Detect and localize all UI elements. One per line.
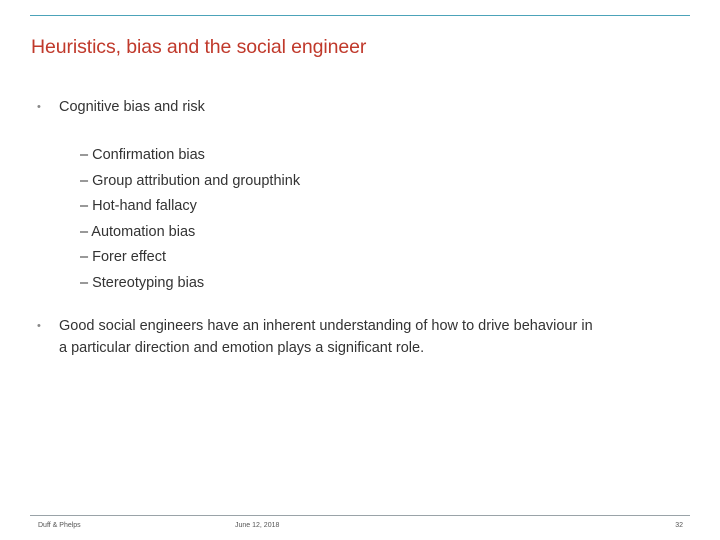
sublist-item-group-attribution: – Group attribution and groupthink xyxy=(80,172,301,189)
header-divider xyxy=(30,15,690,16)
bullet-text: Cognitive bias and risk xyxy=(59,99,205,115)
footer-company: Duff & Phelps xyxy=(38,522,81,529)
footer-divider xyxy=(30,515,690,516)
bullet-social-engineers xyxy=(37,315,597,359)
page-number: 32 xyxy=(675,522,683,529)
slide-title: Heuristics, bias and the social engineer xyxy=(31,36,367,58)
bullet-cognitive-bias xyxy=(37,96,205,118)
bias-sublist xyxy=(80,143,300,297)
footer-date: June 12, 2018 xyxy=(235,522,280,529)
sublist-item-confirmation-bias: – Confirmation bias xyxy=(80,147,205,163)
bullet-text: Good social engineers have an inherent understanding of how to drive behaviour in a particular direction and emotion plays a significant role. xyxy=(59,318,593,356)
sublist-item-stereotyping-bias: – Stereotyping bias xyxy=(80,274,205,291)
bullet-marker: • xyxy=(37,101,41,113)
bullet-marker: • xyxy=(37,320,41,332)
sublist-item-automation-bias: – Automation bias xyxy=(80,223,196,240)
sublist-item-forer-effect: – Forer effect xyxy=(80,249,166,266)
sublist-item-hot-hand-fallacy: – Hot-hand fallacy xyxy=(80,198,197,215)
